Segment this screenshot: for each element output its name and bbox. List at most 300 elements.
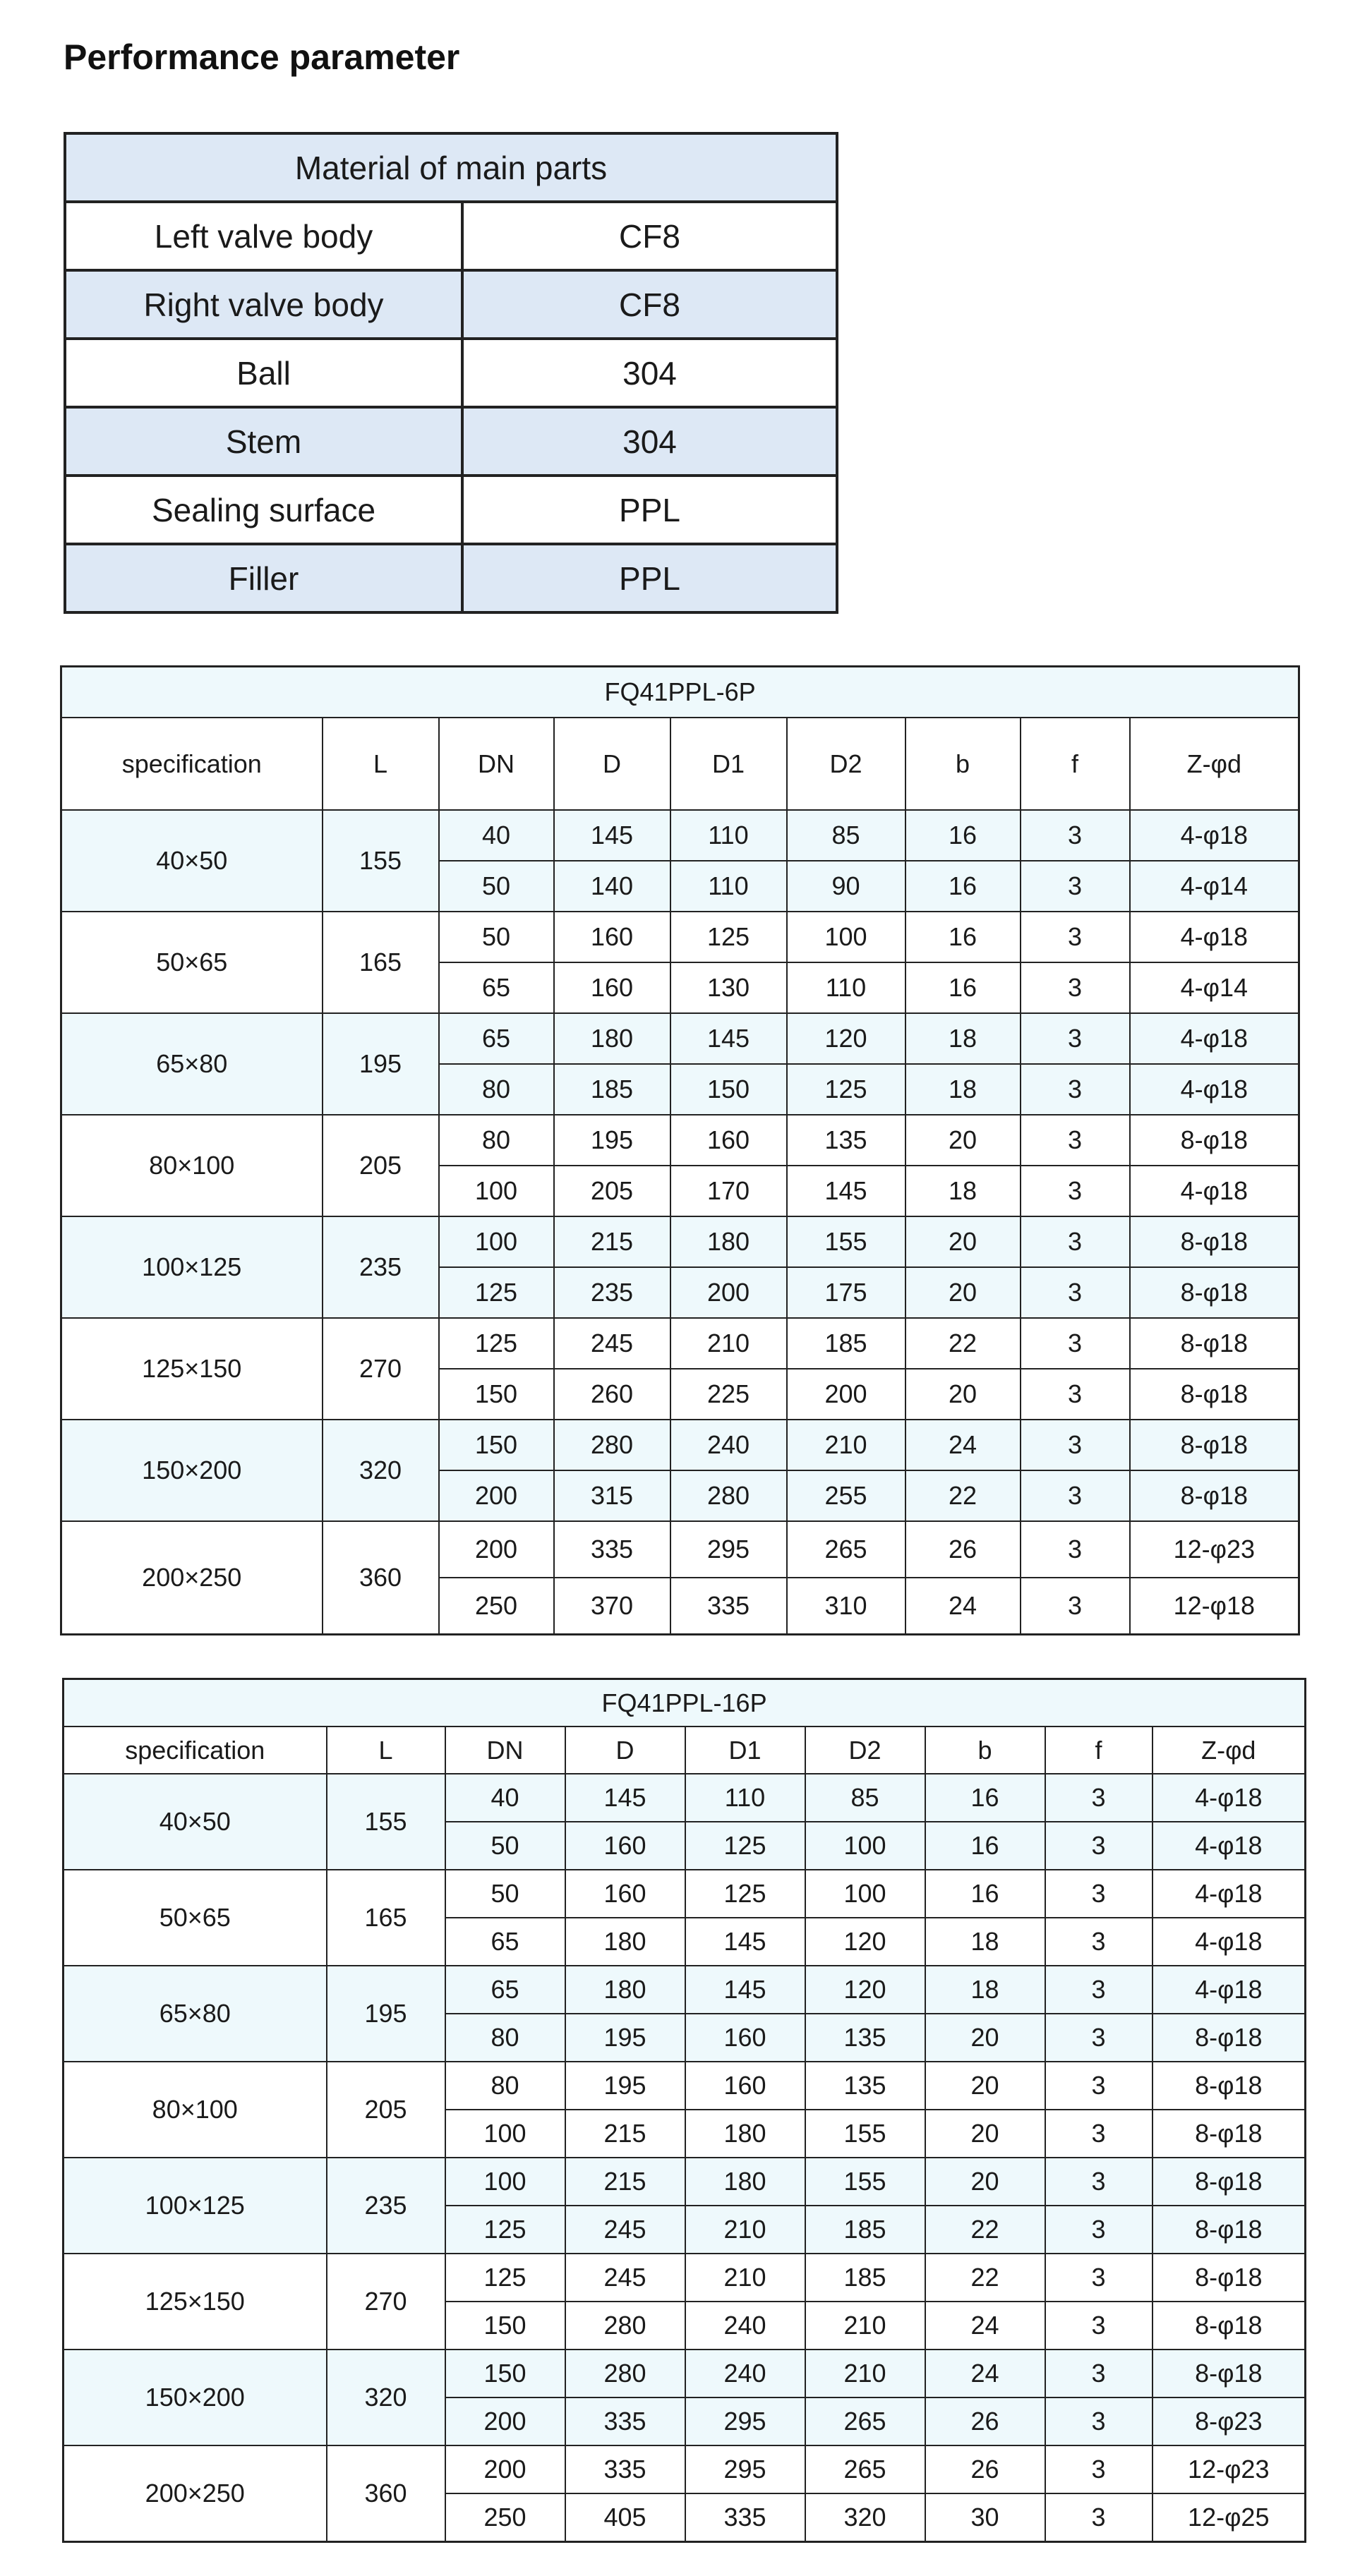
cell-b: 16: [925, 1822, 1045, 1870]
cell-d2: 135: [805, 2014, 925, 2062]
cell-z-d: 12-φ23: [1130, 1521, 1299, 1578]
cell-f: 3: [1021, 1267, 1130, 1318]
cell-d1: 125: [670, 912, 787, 962]
cell-dn: 80: [445, 2014, 565, 2062]
cell-d2: 110: [787, 962, 905, 1013]
part-material: CF8: [462, 202, 837, 270]
part-material: 304: [462, 407, 837, 476]
cell-f: 3: [1021, 1013, 1130, 1064]
cell-d1: 295: [685, 2445, 805, 2493]
cell-d2: 125: [787, 1064, 905, 1115]
spec-table-16p: [62, 1678, 1306, 2543]
cell-d2: 90: [787, 861, 905, 912]
cell-dn: 65: [445, 1966, 565, 2014]
cell-f: 3: [1021, 1521, 1130, 1578]
cell-f: 3: [1045, 1870, 1153, 1918]
cell-b: 20: [905, 1369, 1021, 1420]
cell-b: 18: [905, 1064, 1021, 1115]
cell-dn: 65: [439, 962, 554, 1013]
cell-d: 215: [565, 2110, 685, 2158]
cell-d1: 180: [670, 1216, 787, 1267]
part-material: CF8: [462, 270, 837, 339]
cell-z-d: 8-φ18: [1130, 1216, 1299, 1267]
cell-b: 18: [925, 1966, 1045, 2014]
cell-l: 165: [327, 1870, 445, 1966]
cell-f: 3: [1021, 1064, 1130, 1115]
cell-b: 24: [925, 2302, 1045, 2350]
part-name: Right valve body: [65, 270, 462, 339]
cell-z-d: 8-φ18: [1130, 1115, 1299, 1166]
table-row: [64, 2350, 1306, 2397]
col-header-specification: specification: [61, 718, 323, 810]
cell-d1: 145: [670, 1013, 787, 1064]
cell-f: 3: [1021, 912, 1130, 962]
cell-dn: 150: [445, 2350, 565, 2397]
cell-specification: 50×65: [64, 1870, 327, 1966]
cell-specification: 100×125: [64, 2158, 327, 2254]
cell-d2: 185: [787, 1318, 905, 1369]
cell-d1: 145: [685, 1918, 805, 1966]
cell-f: 3: [1021, 1470, 1130, 1521]
cell-d1: 160: [685, 2062, 805, 2110]
cell-b: 20: [905, 1267, 1021, 1318]
cell-z-d: 4-φ18: [1153, 1774, 1306, 1822]
cell-z-d: 12-φ18: [1130, 1578, 1299, 1635]
cell-specification: 200×250: [61, 1521, 323, 1635]
cell-z-d: 4-φ14: [1130, 861, 1299, 912]
cell-d: 245: [565, 2206, 685, 2254]
col-header-d1: D1: [670, 718, 787, 810]
cell-d1: 210: [685, 2206, 805, 2254]
cell-z-d: 8-φ18: [1153, 2302, 1306, 2350]
cell-d2: 135: [787, 1115, 905, 1166]
cell-d2: 120: [805, 1918, 925, 1966]
cell-specification: 200×250: [64, 2445, 327, 2542]
cell-f: 3: [1045, 2254, 1153, 2302]
cell-dn: 200: [439, 1521, 554, 1578]
table-row: [64, 2062, 1306, 2110]
cell-dn: 150: [439, 1369, 554, 1420]
cell-b: 22: [905, 1470, 1021, 1521]
cell-specification: 50×65: [61, 912, 323, 1013]
cell-z-d: 4-φ18: [1130, 810, 1299, 861]
cell-d2: 100: [805, 1870, 925, 1918]
cell-f: 3: [1045, 1774, 1153, 1822]
part-name: Filler: [65, 544, 462, 612]
cell-z-d: 4-φ14: [1130, 962, 1299, 1013]
cell-f: 3: [1045, 2206, 1153, 2254]
col-header-f: f: [1045, 1727, 1153, 1774]
cell-d2: 175: [787, 1267, 905, 1318]
cell-d: 335: [554, 1521, 670, 1578]
cell-d: 195: [565, 2014, 685, 2062]
cell-f: 3: [1045, 1918, 1153, 1966]
cell-b: 30: [925, 2493, 1045, 2542]
cell-d: 280: [565, 2302, 685, 2350]
cell-d2: 255: [787, 1470, 905, 1521]
cell-d1: 130: [670, 962, 787, 1013]
cell-f: 3: [1045, 2445, 1153, 2493]
table-row: [61, 1115, 1299, 1166]
part-name: Left valve body: [65, 202, 462, 270]
cell-b: 22: [925, 2254, 1045, 2302]
cell-d: 405: [565, 2493, 685, 2542]
cell-l: 270: [327, 2254, 445, 2350]
cell-d1: 295: [685, 2397, 805, 2445]
col-header-d2: D2: [787, 718, 905, 810]
cell-d: 245: [565, 2254, 685, 2302]
col-header-b: b: [925, 1727, 1045, 1774]
cell-dn: 100: [439, 1216, 554, 1267]
cell-z-d: 8-φ18: [1130, 1267, 1299, 1318]
cell-d1: 125: [685, 1870, 805, 1918]
cell-dn: 50: [445, 1822, 565, 1870]
cell-dn: 40: [445, 1774, 565, 1822]
cell-specification: 125×150: [64, 2254, 327, 2350]
cell-f: 3: [1045, 2062, 1153, 2110]
cell-d2: 85: [805, 1774, 925, 1822]
cell-dn: 80: [439, 1064, 554, 1115]
cell-z-d: 8-φ18: [1153, 2062, 1306, 2110]
cell-dn: 125: [439, 1318, 554, 1369]
cell-z-d: 4-φ18: [1153, 1822, 1306, 1870]
cell-dn: 40: [439, 810, 554, 861]
cell-dn: 125: [439, 1267, 554, 1318]
cell-b: 20: [905, 1216, 1021, 1267]
cell-d: 315: [554, 1470, 670, 1521]
cell-d1: 210: [670, 1318, 787, 1369]
cell-z-d: 8-φ18: [1153, 2206, 1306, 2254]
cell-d: 215: [554, 1216, 670, 1267]
cell-d2: 155: [787, 1216, 905, 1267]
cell-d: 145: [554, 810, 670, 861]
table-row: [64, 2445, 1306, 2493]
table-row: [61, 1521, 1299, 1578]
cell-f: 3: [1021, 962, 1130, 1013]
part-name: Sealing surface: [65, 476, 462, 544]
cell-f: 3: [1021, 1369, 1130, 1420]
cell-d1: 200: [670, 1267, 787, 1318]
cell-d2: 120: [787, 1013, 905, 1064]
table-row: [65, 476, 837, 544]
cell-b: 16: [905, 861, 1021, 912]
cell-d: 180: [565, 1966, 685, 2014]
table-row: [65, 407, 837, 476]
cell-specification: 125×150: [61, 1318, 323, 1420]
cell-f: 3: [1045, 1966, 1153, 2014]
cell-d1: 125: [685, 1822, 805, 1870]
cell-l: 205: [323, 1115, 439, 1216]
col-header-b: b: [905, 718, 1021, 810]
cell-d: 185: [554, 1064, 670, 1115]
cell-d1: 210: [685, 2254, 805, 2302]
table-row: [65, 202, 837, 270]
cell-dn: 50: [439, 861, 554, 912]
cell-d2: 320: [805, 2493, 925, 2542]
cell-d1: 180: [685, 2110, 805, 2158]
cell-dn: 65: [439, 1013, 554, 1064]
cell-l: 205: [327, 2062, 445, 2158]
part-material: PPL: [462, 544, 837, 612]
cell-d2: 100: [805, 1822, 925, 1870]
cell-dn: 80: [439, 1115, 554, 1166]
table-row: [64, 2158, 1306, 2206]
cell-b: 24: [905, 1578, 1021, 1635]
cell-z-d: 8-φ18: [1153, 2158, 1306, 2206]
cell-l: 155: [323, 810, 439, 912]
cell-f: 3: [1021, 1115, 1130, 1166]
table-row: [65, 270, 837, 339]
cell-d2: 310: [787, 1578, 905, 1635]
cell-b: 22: [925, 2206, 1045, 2254]
spec-table-6p: [60, 665, 1300, 1635]
cell-f: 3: [1045, 2397, 1153, 2445]
cell-l: 270: [323, 1318, 439, 1420]
cell-d1: 295: [670, 1521, 787, 1578]
col-header-dn: DN: [439, 718, 554, 810]
cell-z-d: 4-φ18: [1153, 1918, 1306, 1966]
cell-b: 16: [925, 1870, 1045, 1918]
table-row: [64, 1870, 1306, 1918]
col-header-d: D: [554, 718, 670, 810]
table-row: [61, 810, 1299, 861]
table-row: [65, 544, 837, 612]
cell-d: 145: [565, 1774, 685, 1822]
cell-z-d: 4-φ18: [1130, 1013, 1299, 1064]
cell-d: 160: [554, 912, 670, 962]
part-material: 304: [462, 339, 837, 407]
cell-d1: 150: [670, 1064, 787, 1115]
cell-l: 360: [327, 2445, 445, 2542]
cell-f: 3: [1045, 2014, 1153, 2062]
cell-b: 26: [925, 2397, 1045, 2445]
cell-d: 205: [554, 1166, 670, 1216]
cell-d: 245: [554, 1318, 670, 1369]
cell-z-d: 8-φ18: [1130, 1318, 1299, 1369]
cell-f: 3: [1045, 2493, 1153, 2542]
cell-dn: 125: [445, 2206, 565, 2254]
cell-d2: 210: [787, 1420, 905, 1470]
cell-l: 165: [323, 912, 439, 1013]
cell-d2: 200: [787, 1369, 905, 1420]
cell-f: 3: [1045, 1822, 1153, 1870]
cell-d: 160: [565, 1822, 685, 1870]
cell-l: 155: [327, 1774, 445, 1870]
cell-d: 160: [565, 1870, 685, 1918]
col-header-specification: specification: [64, 1727, 327, 1774]
col-header-f: f: [1021, 718, 1130, 810]
cell-d2: 120: [805, 1966, 925, 2014]
cell-d: 180: [565, 1918, 685, 1966]
col-header-d: D: [565, 1727, 685, 1774]
cell-d: 280: [565, 2350, 685, 2397]
cell-b: 18: [905, 1013, 1021, 1064]
cell-d2: 185: [805, 2254, 925, 2302]
cell-z-d: 8-φ18: [1153, 2110, 1306, 2158]
cell-b: 20: [925, 2014, 1045, 2062]
cell-d1: 160: [670, 1115, 787, 1166]
cell-d1: 180: [685, 2158, 805, 2206]
cell-d2: 210: [805, 2350, 925, 2397]
table-row: [61, 1013, 1299, 1064]
cell-d: 215: [565, 2158, 685, 2206]
cell-d1: 240: [685, 2350, 805, 2397]
cell-z-d: 8-φ18: [1130, 1369, 1299, 1420]
cell-d1: 240: [670, 1420, 787, 1470]
cell-f: 3: [1021, 1420, 1130, 1470]
cell-d2: 265: [805, 2445, 925, 2493]
cell-d: 235: [554, 1267, 670, 1318]
cell-d2: 265: [787, 1521, 905, 1578]
cell-f: 3: [1045, 2158, 1153, 2206]
cell-d1: 225: [670, 1369, 787, 1420]
cell-d2: 155: [805, 2158, 925, 2206]
cell-z-d: 4-φ18: [1153, 1966, 1306, 2014]
cell-d: 160: [554, 962, 670, 1013]
cell-dn: 150: [445, 2302, 565, 2350]
cell-specification: 65×80: [61, 1013, 323, 1115]
spec-table-title: FQ41PPL-6P: [61, 667, 1299, 718]
cell-b: 20: [925, 2062, 1045, 2110]
cell-l: 320: [327, 2350, 445, 2445]
col-header-z-d: Z-φd: [1130, 718, 1299, 810]
cell-d1: 240: [685, 2302, 805, 2350]
table-row: [61, 1216, 1299, 1267]
cell-l: 235: [327, 2158, 445, 2254]
cell-specification: 40×50: [61, 810, 323, 912]
cell-d2: 210: [805, 2302, 925, 2350]
table-row: [64, 1966, 1306, 2014]
cell-d: 180: [554, 1013, 670, 1064]
cell-z-d: 8-φ18: [1153, 2254, 1306, 2302]
cell-d1: 110: [670, 861, 787, 912]
cell-specification: 150×200: [64, 2350, 327, 2445]
cell-f: 3: [1021, 1578, 1130, 1635]
cell-l: 235: [323, 1216, 439, 1318]
cell-z-d: 12-φ25: [1153, 2493, 1306, 2542]
cell-b: 26: [925, 2445, 1045, 2493]
part-material: PPL: [462, 476, 837, 544]
cell-d2: 145: [787, 1166, 905, 1216]
col-header-l: L: [323, 718, 439, 810]
spec-table-title: FQ41PPL-16P: [64, 1679, 1306, 1727]
cell-d1: 280: [670, 1470, 787, 1521]
cell-b: 18: [925, 1918, 1045, 1966]
cell-l: 320: [323, 1420, 439, 1521]
cell-d: 335: [565, 2397, 685, 2445]
cell-b: 20: [905, 1115, 1021, 1166]
material-table-header: Material of main parts: [65, 133, 837, 202]
cell-f: 3: [1021, 1318, 1130, 1369]
col-header-dn: DN: [445, 1727, 565, 1774]
cell-dn: 100: [439, 1166, 554, 1216]
cell-b: 20: [925, 2158, 1045, 2206]
cell-dn: 200: [439, 1470, 554, 1521]
cell-b: 16: [905, 810, 1021, 861]
cell-l: 195: [327, 1966, 445, 2062]
cell-d1: 110: [670, 810, 787, 861]
page-title: Performance parameter: [64, 37, 460, 77]
cell-z-d: 12-φ23: [1153, 2445, 1306, 2493]
cell-dn: 65: [445, 1918, 565, 1966]
cell-dn: 125: [445, 2254, 565, 2302]
cell-b: 24: [905, 1420, 1021, 1470]
cell-b: 18: [905, 1166, 1021, 1216]
cell-d: 140: [554, 861, 670, 912]
cell-d2: 100: [787, 912, 905, 962]
cell-specification: 40×50: [64, 1774, 327, 1870]
cell-b: 16: [905, 962, 1021, 1013]
table-row: [61, 1420, 1299, 1470]
cell-specification: 100×125: [61, 1216, 323, 1318]
cell-b: 16: [925, 1774, 1045, 1822]
cell-l: 195: [323, 1013, 439, 1115]
cell-d: 335: [565, 2445, 685, 2493]
cell-dn: 250: [445, 2493, 565, 2542]
cell-d2: 155: [805, 2110, 925, 2158]
cell-specification: 80×100: [61, 1115, 323, 1216]
cell-dn: 250: [439, 1578, 554, 1635]
cell-dn: 200: [445, 2397, 565, 2445]
cell-specification: 150×200: [61, 1420, 323, 1521]
cell-b: 26: [905, 1521, 1021, 1578]
cell-f: 3: [1045, 2350, 1153, 2397]
cell-specification: 65×80: [64, 1966, 327, 2062]
cell-f: 3: [1021, 810, 1130, 861]
cell-d1: 335: [670, 1578, 787, 1635]
material-table: [64, 132, 838, 614]
cell-dn: 50: [439, 912, 554, 962]
cell-z-d: 8-φ18: [1130, 1470, 1299, 1521]
cell-f: 3: [1045, 2110, 1153, 2158]
cell-d1: 145: [685, 1966, 805, 2014]
cell-z-d: 8-φ18: [1153, 2014, 1306, 2062]
cell-dn: 100: [445, 2110, 565, 2158]
cell-b: 22: [905, 1318, 1021, 1369]
cell-z-d: 8-φ18: [1130, 1420, 1299, 1470]
part-name: Ball: [65, 339, 462, 407]
cell-dn: 50: [445, 1870, 565, 1918]
table-row: [64, 1774, 1306, 1822]
cell-f: 3: [1045, 2302, 1153, 2350]
cell-f: 3: [1021, 1166, 1130, 1216]
table-row: [61, 912, 1299, 962]
cell-d1: 170: [670, 1166, 787, 1216]
cell-d2: 265: [805, 2397, 925, 2445]
part-name: Stem: [65, 407, 462, 476]
table-row: [61, 1318, 1299, 1369]
cell-d: 370: [554, 1578, 670, 1635]
col-header-d1: D1: [685, 1727, 805, 1774]
cell-b: 24: [925, 2350, 1045, 2397]
cell-d1: 160: [685, 2014, 805, 2062]
cell-f: 3: [1021, 1216, 1130, 1267]
cell-d2: 85: [787, 810, 905, 861]
cell-specification: 80×100: [64, 2062, 327, 2158]
col-header-l: L: [327, 1727, 445, 1774]
cell-b: 16: [905, 912, 1021, 962]
cell-z-d: 4-φ18: [1130, 1166, 1299, 1216]
cell-b: 20: [925, 2110, 1045, 2158]
cell-f: 3: [1021, 861, 1130, 912]
cell-dn: 150: [439, 1420, 554, 1470]
cell-d: 280: [554, 1420, 670, 1470]
cell-d1: 335: [685, 2493, 805, 2542]
cell-z-d: 8-φ23: [1153, 2397, 1306, 2445]
cell-z-d: 4-φ18: [1153, 1870, 1306, 1918]
col-header-z-d: Z-φd: [1153, 1727, 1306, 1774]
table-row: [64, 2254, 1306, 2302]
